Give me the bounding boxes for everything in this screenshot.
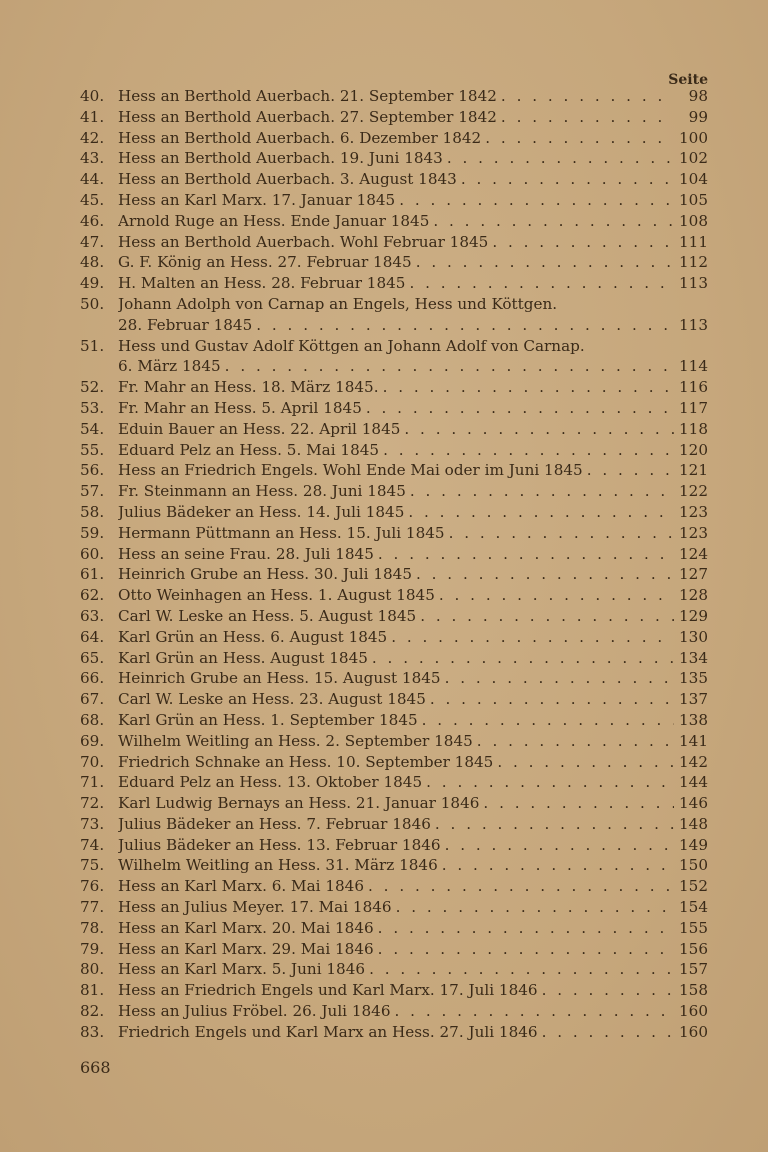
entry-title: Hess an Berthold Auerbach. 19. Juni 1843 xyxy=(118,149,443,168)
toc-entry xyxy=(80,564,708,585)
entry-title: Fr. Steinmann an Hess. 28. Juni 1845 xyxy=(118,482,406,501)
entry-title: Wilhelm Weitling an Hess. 2. September 1845 xyxy=(118,731,473,750)
entry-page-number: 135 xyxy=(679,669,708,688)
entry-number: 56. xyxy=(80,461,105,480)
entry-number: 77. xyxy=(80,898,105,917)
entry-number: 63. xyxy=(80,606,105,625)
entry-page-number: 128 xyxy=(679,586,708,605)
toc-entry xyxy=(80,918,708,939)
entry-number: 43. xyxy=(80,149,105,168)
dot-leader xyxy=(379,440,674,461)
dot-leader xyxy=(405,273,674,294)
entry-page-number: 154 xyxy=(679,898,708,917)
entry-number: 48. xyxy=(80,253,105,272)
entry-title: Fr. Mahr an Hess. 18. März 1845. xyxy=(118,378,379,397)
toc-entry xyxy=(80,86,708,107)
entry-title: Karl Grün an Hess. 6. August 1845 xyxy=(118,627,388,646)
entry-title: Carl W. Leske an Hess. 5. August 1845 xyxy=(118,606,417,625)
entry-page-number: 152 xyxy=(679,877,708,896)
entry-number: 50. xyxy=(80,294,105,313)
entry-title: Hess an Karl Marx. 20. Mai 1846 xyxy=(118,918,374,937)
entry-page-number: 98 xyxy=(688,87,708,105)
entry-number: 75. xyxy=(80,856,105,875)
entry-title: Hess an Berthold Auerbach. Wohl Februar 1845 xyxy=(118,232,489,251)
toc-entry xyxy=(80,460,708,481)
dot-leader xyxy=(362,398,674,419)
dot-leader xyxy=(438,855,674,876)
entry-number: 74. xyxy=(80,835,105,854)
dot-leader xyxy=(443,148,674,169)
entry-number: 44. xyxy=(80,170,105,189)
entry-title: Eduard Pelz an Hess. 5. Mai 1845 xyxy=(118,440,380,459)
entry-page-number: 130 xyxy=(679,627,708,646)
dot-leader xyxy=(426,689,674,710)
toc-entry xyxy=(80,627,708,648)
toc-entry xyxy=(80,1022,708,1043)
entry-title: Eduin Bauer an Hess. 22. April 1845 xyxy=(118,419,401,438)
toc-entry xyxy=(80,252,708,273)
dot-leader xyxy=(391,1001,674,1022)
entry-number: 80. xyxy=(80,960,105,979)
dot-leader xyxy=(395,190,674,211)
entry-title: Carl W. Leske an Hess. 23. August 1845 xyxy=(118,690,426,709)
entry-title: Hess an Julius Meyer. 17. Mai 1846 xyxy=(118,898,392,917)
toc-entry xyxy=(80,668,708,689)
entry-page-number: 142 xyxy=(679,752,708,771)
entry-number: 67. xyxy=(80,690,105,709)
toc-entry xyxy=(80,939,708,960)
entry-number: 73. xyxy=(80,814,105,833)
entry-number: 66. xyxy=(80,669,105,688)
entry-page-number: 141 xyxy=(679,731,708,750)
entry-page-number: 134 xyxy=(679,648,708,667)
entry-number: 83. xyxy=(80,1022,105,1041)
entry-page-number: 118 xyxy=(679,419,708,438)
entry-page-number: 121 xyxy=(679,461,708,480)
toc-entry xyxy=(80,128,708,149)
dot-leader xyxy=(406,481,674,502)
entry-page-number: 124 xyxy=(679,544,708,563)
entry-title: Hess an seine Frau. 28. Juli 1845 xyxy=(118,544,374,563)
toc-entry xyxy=(80,398,708,419)
entry-title: Hess an Berthold Auerbach. 3. August 1843 xyxy=(118,170,457,189)
toc-entry xyxy=(80,731,708,752)
entry-page-number: 99 xyxy=(688,107,708,126)
dot-leader xyxy=(538,980,674,1001)
entry-page-number: 129 xyxy=(679,606,708,625)
entry-title: Hess an Karl Marx. 29. Mai 1846 xyxy=(118,939,374,958)
dot-leader xyxy=(412,252,674,273)
dot-leader xyxy=(481,128,674,149)
entry-number: 54. xyxy=(80,419,105,438)
entry-title: Heinrich Grube an Hess. 30. Juli 1845 xyxy=(118,565,412,584)
entry-number: 69. xyxy=(80,731,105,750)
dot-leader xyxy=(457,169,674,190)
toc-entry xyxy=(80,855,708,876)
entry-number: 81. xyxy=(80,981,105,1000)
dot-leader xyxy=(368,648,674,669)
dot-leader xyxy=(431,814,674,835)
entry-page-number: 102 xyxy=(679,149,708,168)
toc-entry xyxy=(80,377,708,398)
dot-leader xyxy=(252,315,674,336)
entry-title: Johann Adolph von Carnap an Engels, Hess und Köttgen. xyxy=(118,294,558,313)
entry-title: Julius Bädeker an Hess. 14. Juli 1845 xyxy=(118,502,405,521)
entry-page-number: 156 xyxy=(679,939,708,958)
entry-page-number: 137 xyxy=(679,690,708,709)
entry-number: 58. xyxy=(80,502,105,521)
entry-number: 42. xyxy=(80,128,105,147)
dot-leader xyxy=(400,419,674,440)
entry-title: H. Malten an Hess. 28. Februar 1845 xyxy=(118,274,406,293)
entry-number: 57. xyxy=(80,482,105,501)
entry-title: Karl Grün an Hess. August 1845 xyxy=(118,648,368,667)
dot-leader xyxy=(429,211,674,232)
entry-number: 55. xyxy=(80,440,105,459)
toc-entry xyxy=(80,752,708,773)
toc-entry xyxy=(80,336,708,378)
toc-entry xyxy=(80,835,708,856)
entry-page-number: 148 xyxy=(679,814,708,833)
dot-leader xyxy=(387,627,674,648)
dot-leader xyxy=(497,86,674,107)
toc-entry xyxy=(80,710,708,731)
entry-number: 46. xyxy=(80,211,105,230)
entry-number: 45. xyxy=(80,190,105,209)
entry-title: Hess an Friedrich Engels. Wohl Ende Mai oder im Juni 1845 xyxy=(118,461,583,480)
toc-entry xyxy=(80,232,708,253)
toc-entry xyxy=(80,502,708,523)
dot-leader xyxy=(392,897,674,918)
entry-page-number: 113 xyxy=(679,274,708,293)
entry-page-number: 104 xyxy=(679,170,708,189)
toc-entry xyxy=(80,772,708,793)
entry-page-number: 120 xyxy=(679,440,708,459)
toc-entry xyxy=(80,440,708,461)
entry-title: Hess an Karl Marx. 17. Januar 1845 xyxy=(118,190,396,209)
toc-entry xyxy=(80,544,708,565)
entry-number: 65. xyxy=(80,648,105,667)
toc-entry xyxy=(80,481,708,502)
entry-number: 51. xyxy=(80,336,105,355)
entry-page-number: 114 xyxy=(679,357,708,376)
entry-page-number: 117 xyxy=(679,398,708,417)
toc-entry xyxy=(80,585,708,606)
entry-title: Julius Bädeker an Hess. 7. Februar 1846 xyxy=(118,814,431,833)
entry-number: 72. xyxy=(80,794,105,813)
entry-number: 70. xyxy=(80,752,105,771)
entry-title: Hess an Julius Fröbel. 26. Juli 1846 xyxy=(118,1002,391,1021)
dot-leader xyxy=(488,232,674,253)
entry-title: Hess an Berthold Auerbach. 6. Dezember 1842 xyxy=(118,128,482,147)
dot-leader xyxy=(538,1022,674,1043)
dot-leader xyxy=(365,959,674,980)
entry-title: Heinrich Grube an Hess. 15. August 1845 xyxy=(118,669,441,688)
entry-page-number: 122 xyxy=(679,482,708,501)
entry-title: 28. Februar 1845 xyxy=(118,315,253,334)
entry-page-number: 113 xyxy=(679,315,708,334)
entry-page-number: 108 xyxy=(679,211,708,230)
toc-entry xyxy=(80,148,708,169)
entry-page-number: 157 xyxy=(679,960,708,979)
page-column-label: Seite xyxy=(668,72,708,88)
toc-entry xyxy=(80,169,708,190)
dot-leader xyxy=(379,377,674,398)
entry-title: Eduard Pelz an Hess. 13. Oktober 1845 xyxy=(118,773,423,792)
dot-leader xyxy=(418,710,674,731)
entry-page-number: 160 xyxy=(679,1022,708,1041)
toc-entry xyxy=(80,419,708,440)
dot-leader xyxy=(364,876,674,897)
entry-page-number: 116 xyxy=(679,378,708,397)
entry-page-number: 123 xyxy=(679,523,708,542)
entry-number: 40. xyxy=(80,87,105,105)
entry-title: Hermann Püttmann an Hess. 15. Juli 1845 xyxy=(118,523,445,542)
dot-leader xyxy=(374,918,674,939)
entry-number: 49. xyxy=(80,274,105,293)
entry-page-number: 105 xyxy=(679,190,708,209)
entry-number: 53. xyxy=(80,398,105,417)
entry-title: Hess und Gustav Adolf Köttgen an Johann Adolf von Carnap. xyxy=(118,336,585,355)
entry-title: Fr. Mahr an Hess. 5. April 1845 xyxy=(118,398,362,417)
dot-leader xyxy=(221,356,674,377)
toc-entry xyxy=(80,814,708,835)
entry-title: Friedrich Schnake an Hess. 10. September 1845 xyxy=(118,752,494,771)
entry-page-number: 160 xyxy=(679,1002,708,1021)
toc-entry xyxy=(80,793,708,814)
entry-number: 64. xyxy=(80,627,105,646)
entry-number: 68. xyxy=(80,710,105,729)
toc-entry xyxy=(80,606,708,627)
toc-entry xyxy=(80,211,708,232)
dot-leader xyxy=(422,772,674,793)
dot-leader xyxy=(416,606,674,627)
entry-title: Hess an Berthold Auerbach. 21. September 1842 xyxy=(118,87,497,105)
dot-leader xyxy=(479,793,674,814)
dot-leader xyxy=(404,502,674,523)
entry-number: 61. xyxy=(80,565,105,584)
dot-leader xyxy=(497,107,674,128)
entry-page-number: 149 xyxy=(679,835,708,854)
entry-title: Hess an Karl Marx. 6. Mai 1846 xyxy=(118,877,365,896)
entry-page-number: 127 xyxy=(679,565,708,584)
entry-page-number: 123 xyxy=(679,502,708,521)
entry-page-number: 144 xyxy=(679,773,708,792)
entry-title: Hess an Karl Marx. 5. Juni 1846 xyxy=(118,960,366,979)
entry-title: Hess an Berthold Auerbach. 27. September 1842 xyxy=(118,107,497,126)
entry-title: Arnold Ruge an Hess. Ende Januar 1845 xyxy=(118,211,430,230)
entry-title: 6. März 1845 xyxy=(118,357,221,376)
toc-entry xyxy=(80,107,708,128)
entry-title: Hess an Friedrich Engels und Karl Marx. 17. Juli 1846 xyxy=(118,981,538,1000)
entry-title: Karl Ludwig Bernays an Hess. 21. Januar 1846 xyxy=(118,794,480,813)
toc-entry xyxy=(80,523,708,544)
toc-entry xyxy=(80,190,708,211)
dot-leader xyxy=(374,544,674,565)
toc-entry xyxy=(80,648,708,669)
entry-title: Wilhelm Weitling an Hess. 31. März 1846 xyxy=(118,856,438,875)
dot-leader xyxy=(374,939,674,960)
toc-entry xyxy=(80,959,708,980)
dot-leader xyxy=(441,668,674,689)
entry-page-number: 111 xyxy=(679,232,708,251)
entry-number: 79. xyxy=(80,939,105,958)
dot-leader xyxy=(435,585,674,606)
entry-number: 60. xyxy=(80,544,105,563)
entry-number: 76. xyxy=(80,877,105,896)
entry-page-number: 155 xyxy=(679,918,708,937)
toc-entry xyxy=(80,980,708,1001)
entry-page-number: 138 xyxy=(679,710,708,729)
table-of-contents xyxy=(80,86,708,1043)
entry-page-number: 146 xyxy=(679,794,708,813)
dot-leader xyxy=(441,835,674,856)
toc-entry xyxy=(80,294,708,336)
entry-page-number: 150 xyxy=(679,856,708,875)
toc-entry xyxy=(80,897,708,918)
entry-title: Friedrich Engels und Karl Marx an Hess. 27. Juli 1846 xyxy=(118,1022,538,1041)
entry-page-number: 158 xyxy=(679,981,708,1000)
dot-leader xyxy=(473,731,674,752)
entry-number: 82. xyxy=(80,1002,105,1021)
entry-title: Otto Weinhagen an Hess. 1. August 1845 xyxy=(118,586,435,605)
folio-page-number: 668 xyxy=(80,1058,111,1077)
entry-number: 41. xyxy=(80,107,105,126)
dot-leader xyxy=(493,752,674,773)
toc-entry xyxy=(80,1001,708,1022)
dot-leader xyxy=(445,523,674,544)
entry-number: 71. xyxy=(80,773,105,792)
dot-leader xyxy=(412,564,674,585)
toc-entry xyxy=(80,876,708,897)
entry-number: 78. xyxy=(80,918,105,937)
entry-number: 52. xyxy=(80,378,105,397)
entry-title: G. F. König an Hess. 27. Februar 1845 xyxy=(118,253,412,272)
entry-number: 62. xyxy=(80,586,105,605)
toc-entry xyxy=(80,273,708,294)
toc-entry xyxy=(80,689,708,710)
entry-number: 47. xyxy=(80,232,105,251)
entry-number: 59. xyxy=(80,523,105,542)
dot-leader xyxy=(583,460,674,481)
entry-title: Julius Bädeker an Hess. 13. Februar 1846 xyxy=(118,835,441,854)
entry-title: Karl Grün an Hess. 1. September 1845 xyxy=(118,710,418,729)
entry-page-number: 100 xyxy=(679,128,708,147)
entry-page-number: 112 xyxy=(679,253,708,272)
